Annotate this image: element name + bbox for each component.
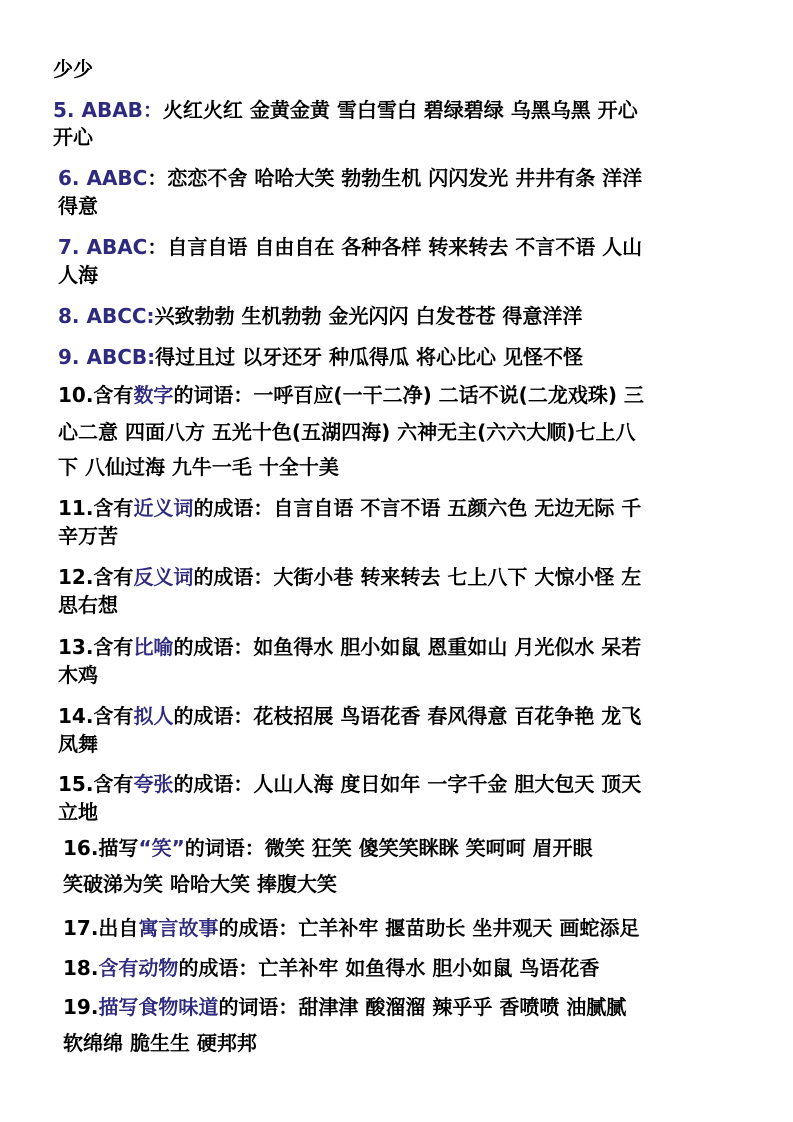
category-label: 8. ABCC: [58,304,155,328]
category-label: 6. AABC [58,166,148,190]
category-keyword: 描写食物味道 [98,995,219,1019]
category-prefix: 12.含有 [58,565,134,589]
category-prefix: 15.含有 [58,772,134,796]
category-label: 5. ABAB： [53,98,163,122]
idiom-list: 兴致勃勃 生机勃勃 金光闪闪 白发苍苍 得意洋洋 [154,304,583,328]
text-line: 立地 [58,800,98,824]
exaggeration-idioms-line [58,771,641,797]
category-label: 9. ABCB: [58,345,156,369]
text-line: 少少 [53,57,93,81]
synonym-idioms-line [58,495,641,521]
category-prefix: 17.出自 [63,916,139,940]
idiom-list: ：恋恋不舍 哈哈大笑 勃勃生机 闪闪发光 井井有条 洋洋 [147,166,643,190]
category-keyword: 近义词 [133,496,194,520]
category-prefix: 16.描写 [63,836,139,860]
idiom-list: 的成语：如鱼得水 胆小如鼠 恩重如山 月光似水 呆若 [173,635,642,659]
category-prefix: 18. [63,956,99,980]
idiom-list: 的词语：一呼百应(一干二净) 二话不说(二龙戏珠) 三 [173,383,644,407]
category-keyword: 夸张 [133,772,174,796]
idiom-list: 火红火红 金黄金黄 雪白雪白 碧绿碧绿 乌黑乌黑 开心 [162,98,638,122]
idiom-list: ：自言自语 自由自在 各种各样 转来转去 不言不语 人山 [147,235,643,259]
idiom-list: 的词语：微笑 狂笑 傻笑笑眯眯 笑呵呵 眉开眼 [184,836,593,860]
food-taste-words-line [63,994,626,1020]
category-keyword: “笑” [138,836,185,860]
text-line: 开心 [53,125,93,149]
text-line: 凤舞 [58,732,98,756]
category-keyword: 数字 [133,383,174,407]
idiom-list: 的成语：人山人海 度日如年 一字千金 胆大包天 顶天 [173,772,642,796]
idiom-list: 得过且过 以牙还牙 种瓜得瓜 将心比心 见怪不怪 [155,345,583,369]
category-label: 7. ABAC [58,235,148,259]
numbers-idioms-line [58,382,644,408]
category-prefix: 13.含有 [58,635,134,659]
animal-idioms-line [63,955,599,981]
laugh-words-line [63,835,593,861]
text-line: 人海 [58,263,98,287]
pattern-abac-line [58,234,642,260]
text-line: 软绵绵 脆生生 硬邦邦 [63,1031,257,1055]
fable-idioms-line [63,915,639,941]
category-prefix: 19. [63,995,99,1019]
pattern-abcb-line [58,344,583,370]
category-prefix: 11.含有 [58,496,134,520]
text-line: 心二意 四面八方 五光十色(五湖四海) 六神无主(六六大顺)七上八 [58,420,636,444]
pattern-aabc-line [58,165,642,191]
text-line: 得意 [58,194,98,218]
text-line: 笑破涕为笑 哈哈大笑 捧腹大笑 [63,872,337,896]
category-keyword: 含有动物 [98,956,179,980]
idiom-list: 的成语：亡羊补牢 揠苗助长 坐井观天 画蛇添足 [218,916,640,940]
idiom-list: 的成语：花枝招展 鸟语花香 春风得意 百花争艳 龙飞 [173,704,642,728]
category-prefix: 10.含有 [58,383,134,407]
idiom-list: 的成语：自言自语 不言不语 五颜六色 无边无际 千 [193,496,642,520]
pattern-abab-line [53,97,638,123]
category-prefix: 14.含有 [58,704,134,728]
idiom-list: 的成语：大街小巷 转来转去 七上八下 大惊小怪 左 [193,565,642,589]
metaphor-idioms-line [58,634,641,660]
idiom-list: 的词语：甜津津 酸溜溜 辣乎乎 香喷喷 油腻腻 [218,995,627,1019]
idiom-list: 的成语：亡羊补牢 如鱼得水 胆小如鼠 鸟语花香 [178,956,600,980]
text-line: 下 八仙过海 九牛一毛 十全十美 [58,455,339,479]
category-keyword: 反义词 [133,565,194,589]
personification-idioms-line [58,703,641,729]
pattern-abcc-line [58,303,582,329]
text-line: 木鸡 [58,663,98,687]
category-keyword: 寓言故事 [138,916,219,940]
category-keyword: 比喻 [133,635,174,659]
text-line: 思右想 [58,593,118,617]
text-line: 辛万苦 [58,524,118,548]
antonym-idioms-line [58,564,641,590]
category-keyword: 拟人 [133,704,174,728]
